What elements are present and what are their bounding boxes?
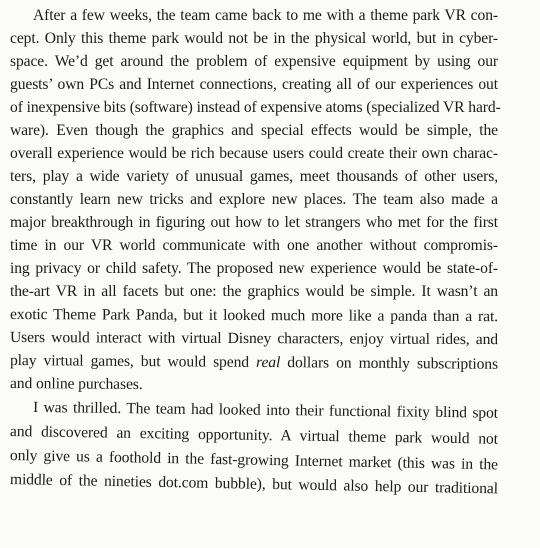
text-segment: play virtual games, but would spend [9,352,257,371]
text-line: guests’ own PCs and Internet connections, creating all of our experiences out [10,76,498,93]
text-line: time in our VR world communicate with one another without compromis- [10,237,498,254]
text-line: space. We’d get around the problem of expensive equipment by using our [10,53,498,70]
text-line: major breakthrough in figuring out how to let strangers who met for the first [10,214,498,231]
text-line: ters, play a wide variety of unusual games, meet thousands of other users, [10,168,498,185]
text-line: ware). Even though the graphics and special effects would be simple, the [10,122,498,139]
text-line: the-art VR in all facets but one: the graphics would be simple. It wasn’t an [10,283,498,300]
text-line: After a few weeks, the team came back to me with a theme park VR con- [33,7,498,24]
text-line: constantly learn new tricks and explore new places. The team also made a [10,191,498,208]
text-line: I was thrilled. The team had looked into their functional fixity blind spot [32,399,499,422]
text-line: and discovered an exciting opportunity. A virtual theme park would not [9,423,499,448]
text-line: Users would interact with virtual Disney characters, enjoy virtual rides, and [9,329,499,349]
text-line: ing privacy or child safety. The proposed new experience would be state-of- [10,260,498,277]
text-line: middle of the nineties dot.com bubble), but would also help our traditional [9,471,499,498]
text-line: only give us a foothold in the fast-growing Internet market (this was in the [9,447,499,474]
text-line: overall experience would be rich because users could create their own charac- [10,145,498,162]
emphasized-word: real [256,353,281,372]
text-line: exotic Theme Park Panda, but it looked much more like a panda than a rat. [9,306,499,326]
text-line: and online purchases. [9,375,143,394]
text-segment: dollars on monthly subscriptions [280,354,499,373]
text-line-with-emphasis [10,351,498,375]
text-line: of inexpensive bits (software) instead of expensive atoms (specialized VR hard- [10,99,501,116]
text-line: cept. Only this theme park would not be in the physical world, but in cyber- [10,30,498,47]
